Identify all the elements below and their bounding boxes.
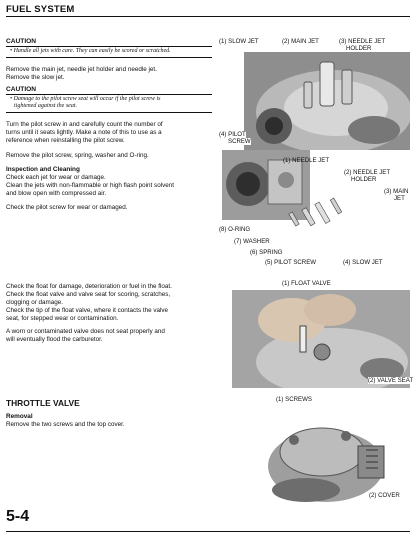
page-number: 5-4 — [6, 508, 30, 525]
label-pilot-screw: (5) PILOT SCREW — [265, 259, 317, 266]
caution-title: CAUTION — [6, 38, 37, 45]
float-valve-photo — [232, 290, 410, 388]
paragraph: Check the float for damage, deterioration or fuel in the float. — [6, 283, 172, 290]
label-float-valve: (1) FLOAT VALVE — [282, 280, 331, 287]
paragraph: Remove the main jet, needle jet holder and needle jet. — [6, 66, 157, 73]
label-washer: (7) WASHER — [234, 238, 270, 245]
label-main-jet: (2) MAIN JET — [282, 38, 319, 45]
label-pilot-screw: SCREW — [228, 138, 251, 145]
caution-text: tightened against the seat. — [14, 103, 77, 109]
label-spring: (6) SPRING — [250, 249, 283, 256]
section-title: THROTTLE VALVE — [6, 398, 80, 408]
caution-title: CAUTION — [6, 86, 37, 93]
label-slow-jet: (1) SLOW JET — [219, 38, 259, 45]
paragraph: clogging or damage. — [6, 299, 64, 306]
label-pilot-screw: (4) PILOT — [219, 131, 246, 138]
caution-rule — [6, 57, 212, 58]
label-main-jet: JET — [394, 195, 405, 202]
paragraph: Check the pilot screw for wear or damaged. — [6, 204, 128, 211]
paragraph: Check each jet for wear or damage. — [6, 174, 106, 181]
paragraph: reference when reinstalling the pilot screw. — [6, 137, 125, 144]
label-slow-jet: (4) SLOW JET — [343, 259, 383, 266]
paragraph: Remove the pilot screw, spring, washer and O-ring. — [6, 152, 149, 159]
paragraph: will eventually flood the carburetor. — [6, 336, 103, 343]
paragraph: A worn or contaminated valve does not seat properly and — [6, 328, 165, 335]
label-needle-jet-holder: HOLDER — [351, 176, 377, 183]
label-needle-jet-holder: (2) NEEDLE JET — [344, 169, 391, 176]
paragraph: and blow open with compressed air. — [6, 190, 107, 197]
caution-rule — [6, 94, 212, 95]
caution-rule — [6, 112, 212, 113]
caution-text: • Handle all jets with care. They can easily be scored or scratched. — [10, 48, 171, 54]
paragraph: Clean the jets with non-flammable or high flash point solvent — [6, 182, 175, 189]
paragraph: Check the tip of the float valve, where it contacts the valve — [6, 307, 169, 314]
label-valve-seat: (2) VALVE SEAT — [368, 377, 414, 384]
paragraph: Remove the two screws and the top cover. — [6, 421, 125, 428]
paragraph: Check the float valve and valve seat for scoring, scratches, — [6, 291, 171, 298]
label-needle-jet: (1) NEEDLE JET — [283, 157, 330, 164]
footer-rule — [6, 531, 410, 532]
paragraph: Remove the slow jet. — [6, 74, 65, 81]
label-needle-jet-holder: HOLDER — [346, 45, 372, 52]
header-rule — [6, 16, 410, 17]
label-o-ring: (8) O-RING — [219, 226, 251, 233]
subheading: Inspection and Cleaning — [6, 166, 80, 173]
caution-rule — [6, 46, 212, 47]
label-screws: (1) SCREWS — [276, 396, 312, 403]
exploded-jets-drawing — [288, 190, 348, 240]
subheading: Removal — [6, 413, 33, 420]
carburetor-top-photo — [244, 52, 410, 150]
paragraph: turns until it seats lightly. Make a note of this to use as a — [6, 129, 162, 136]
throttle-cover-photo — [246, 406, 410, 504]
label-needle-jet-holder: (3) NEEDLE JET — [339, 38, 386, 45]
caution-text: • Damage to the pilot screw seat will occur if the pilot screw is — [10, 96, 161, 102]
paragraph: Turn the pilot screw in and carefully count the number of — [6, 121, 163, 128]
section-header: FUEL SYSTEM — [6, 4, 75, 15]
label-cover: (2) COVER — [369, 492, 400, 499]
paragraph: seat, for stepped wear or contamination. — [6, 315, 119, 322]
label-main-jet: (3) MAIN — [384, 188, 409, 195]
